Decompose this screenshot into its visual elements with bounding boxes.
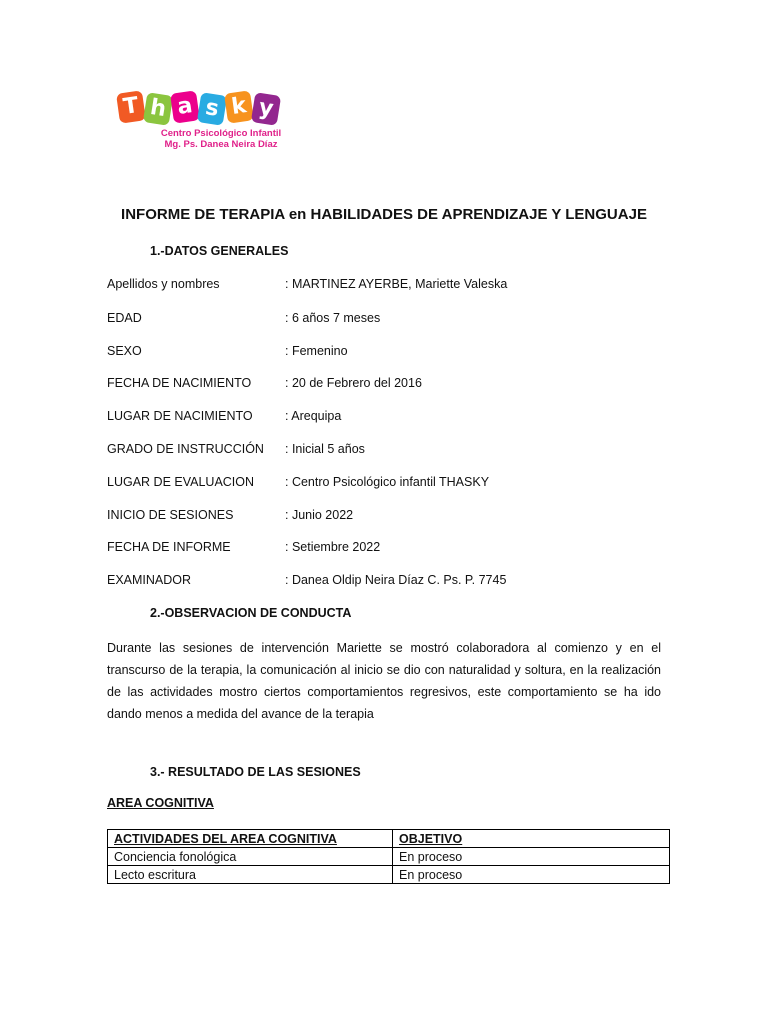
field-row [107,376,707,394]
field-row [107,475,707,493]
field-value: : Arequipa [285,409,342,423]
field-label: GRADO DE INSTRUCCIÓN [107,442,264,456]
table-cell-activity: Conciencia fonológica [108,848,393,866]
field-value: : Junio 2022 [285,508,354,522]
table-header-row [108,830,670,848]
field-label: FECHA DE INFORME [107,540,231,554]
field-value: : 20 de Febrero del 2016 [285,376,422,390]
observation-paragraph: Durante las sesiones de intervención Mariette se mostró colaboradora al comienzo y en el transcurso de la terapia, la comunicación al inicio se dio con naturalidad y soltura, en la realización de las actividades mostro ciertos comportamientos regresivos, este comportamiento se ha ido dando menos a medida del avance de la terapia [107,641,661,721]
area-cognitiva-table [107,829,670,884]
field-value: : Setiembre 2022 [285,540,381,554]
field-row [107,277,707,295]
field-value: : Inicial 5 años [285,442,365,456]
field-label: Apellidos y nombres [107,277,220,291]
section-observacion-conducta: 2.-OBSERVACION DE CONDUCTA [150,606,352,620]
table-header-objetivo: OBJETIVO [393,830,670,848]
area-cognitiva-heading: AREA COGNITIVA [107,796,214,810]
logo-letter: h [143,92,173,126]
field-row [107,573,707,591]
field-row [107,344,707,362]
field-value: : Danea Oldip Neira Díaz C. Ps. P. 7745 [285,573,507,587]
table-row [108,848,670,866]
table-cell-objective: En proceso [393,866,670,884]
table-header-actividades: ACTIVIDADES DEL AREA COGNITIVA [108,830,393,848]
field-value: : Femenino [285,344,348,358]
field-label: EXAMINADOR [107,573,192,587]
field-label: LUGAR DE NACIMIENTO [107,409,253,423]
logo-letter: T [116,90,146,123]
logo-subtitle-line1: Centro Psicológico Infantil [160,128,282,139]
field-row [107,409,707,427]
field-label: LUGAR DE EVALUACION [107,475,255,489]
section-datos-generales: 1.-DATOS GENERALES [150,244,289,258]
logo-letter: k [224,90,254,123]
field-row [107,311,707,329]
table-cell-activity: Lecto escritura [108,866,393,884]
report-title: INFORME DE TERAPIA en HABILIDADES DE APRENDIZAJE Y LENGUAJE [121,206,647,223]
field-value: : MARTINEZ AYERBE, Mariette Valeska [285,277,508,291]
field-value: : Centro Psicológico infantil THASKY [285,475,490,489]
field-label: SEXO [107,344,142,358]
field-label: EDAD [107,311,142,325]
logo-letter: y [251,92,281,126]
field-row [107,442,707,460]
field-row [107,508,707,526]
logo-letter: s [197,92,227,126]
field-row [107,540,707,558]
logo-letter: a [170,90,200,123]
table-row [108,866,670,884]
field-value: : 6 años 7 meses [285,311,381,325]
thasky-logo [118,92,318,152]
logo-subtitle-line2: Mg. Ps. Danea Neira Díaz [164,139,278,150]
section-resultado-sesiones: 3.- RESULTADO DE LAS SESIONES [150,765,361,779]
field-label: INICIO DE SESIONES [107,508,234,522]
table-cell-objective: En proceso [393,848,670,866]
field-label: FECHA DE NACIMIENTO [107,376,252,390]
logo-wordmark [118,92,279,126]
